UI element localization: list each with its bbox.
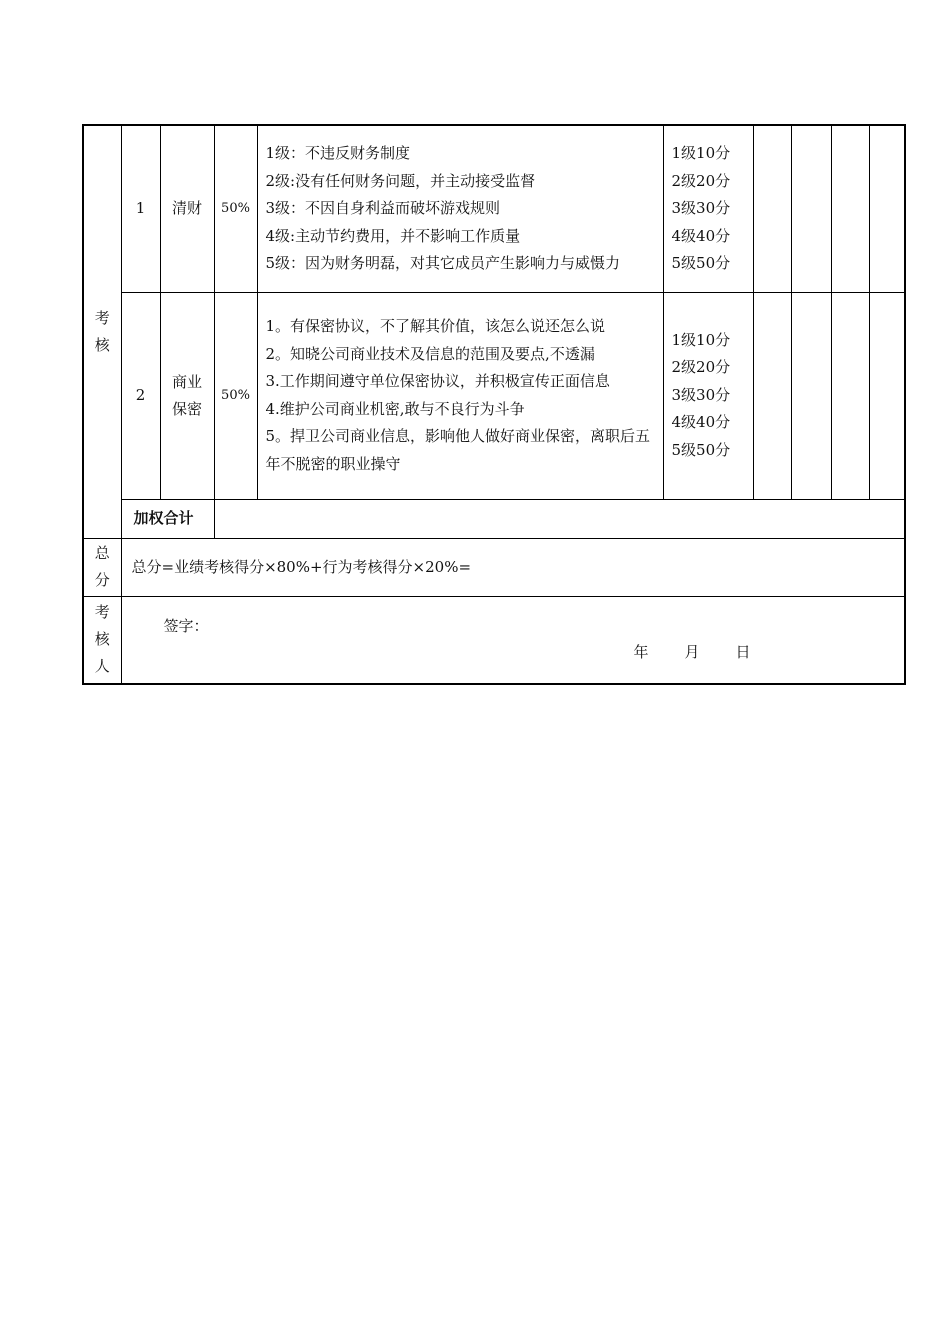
criteria-line: 4.维护公司商业机密,敢与不良行为斗争 [265, 399, 525, 418]
criteria-line: 2。知晓公司商业技术及信息的范围及要点,不透漏 [265, 344, 595, 363]
item-name-text: 清财 [171, 199, 202, 218]
score-cell[interactable] [869, 125, 905, 292]
criteria-line: 5级：因为财务明磊，对其它成员产生影响力与威慑力 [265, 254, 621, 272]
item-name-text: 商业 [171, 372, 202, 391]
item-grades [663, 125, 753, 292]
table-row [83, 596, 905, 684]
score-cell[interactable] [831, 292, 869, 499]
score-cell[interactable] [831, 125, 869, 292]
criteria-line: 1。有保密协议，不了解其价值，该怎么说还怎么说 [265, 317, 606, 335]
grade-line: 4级40分 [671, 226, 731, 245]
section-label-char: 核 [94, 335, 110, 354]
grade-line: 5级50分 [671, 254, 731, 272]
grade-line: 1级10分 [671, 144, 731, 162]
item-number: 2 [121, 292, 160, 499]
day-label: 日 [735, 642, 751, 661]
section-label-cell [83, 125, 121, 538]
item-weight: 50% [214, 292, 257, 499]
grade-line: 2级20分 [671, 358, 731, 377]
item-grades [663, 292, 753, 499]
date-line [634, 639, 751, 666]
criteria-line: 3级：不因自身利益而破坏游戏规则 [265, 199, 501, 217]
criteria-line: 2级:没有任何财务问题，并主动接受监督 [265, 171, 536, 190]
assessor-label-char: 考 [94, 603, 110, 621]
table-row [83, 538, 905, 596]
assessor-label-char: 人 [94, 657, 110, 675]
item-criteria [257, 125, 663, 292]
assessor-label-char: 核 [94, 630, 110, 648]
table-row [83, 292, 905, 499]
assessor-sign-cell[interactable] [121, 596, 905, 684]
weighted-total-value[interactable] [214, 499, 905, 538]
item-criteria [257, 292, 663, 499]
score-cell[interactable] [791, 292, 831, 499]
grade-line: 1级10分 [671, 330, 731, 349]
total-label-char: 总 [94, 544, 110, 562]
signature-label: 签字： [163, 616, 209, 635]
criteria-line: 3.工作期间遵守单位保密协议，并积极宣传正面信息 [265, 372, 610, 390]
item-name [160, 292, 214, 499]
score-cell[interactable] [869, 292, 905, 499]
table-row [83, 125, 905, 292]
total-label-cell [83, 538, 121, 596]
section-label-char: 考 [94, 308, 110, 327]
criteria-line: 4级:主动节约费用，并不影响工作质量 [265, 226, 521, 245]
item-name [160, 125, 214, 292]
month-label: 月 [684, 642, 700, 661]
score-cell[interactable] [753, 125, 791, 292]
criteria-line: 5。捍卫公司商业信息，影响他人做好商业保密，离职后五年不脱密的职业操守 [265, 427, 651, 473]
item-weight: 50% [214, 125, 257, 292]
weighted-total-label: 加权合计 [121, 499, 214, 538]
grade-line: 5级50分 [671, 440, 731, 459]
total-label-char: 分 [94, 571, 110, 589]
grade-line: 3级30分 [671, 199, 731, 217]
total-formula: 总分=业绩考核得分×80%+行为考核得分×20%= [121, 538, 905, 596]
grade-line: 2级20分 [671, 171, 731, 190]
behavior-assessment-table [82, 124, 906, 685]
assessor-label-cell [83, 596, 121, 684]
item-number: 1 [121, 125, 160, 292]
year-label: 年 [633, 642, 649, 661]
item-name-text: 保密 [171, 399, 202, 418]
grade-line: 3级30分 [671, 385, 731, 404]
score-cell[interactable] [753, 292, 791, 499]
grade-line: 4级40分 [671, 413, 731, 432]
criteria-line: 1级：不违反财务制度 [265, 144, 411, 162]
table-row [83, 499, 905, 538]
score-cell[interactable] [791, 125, 831, 292]
